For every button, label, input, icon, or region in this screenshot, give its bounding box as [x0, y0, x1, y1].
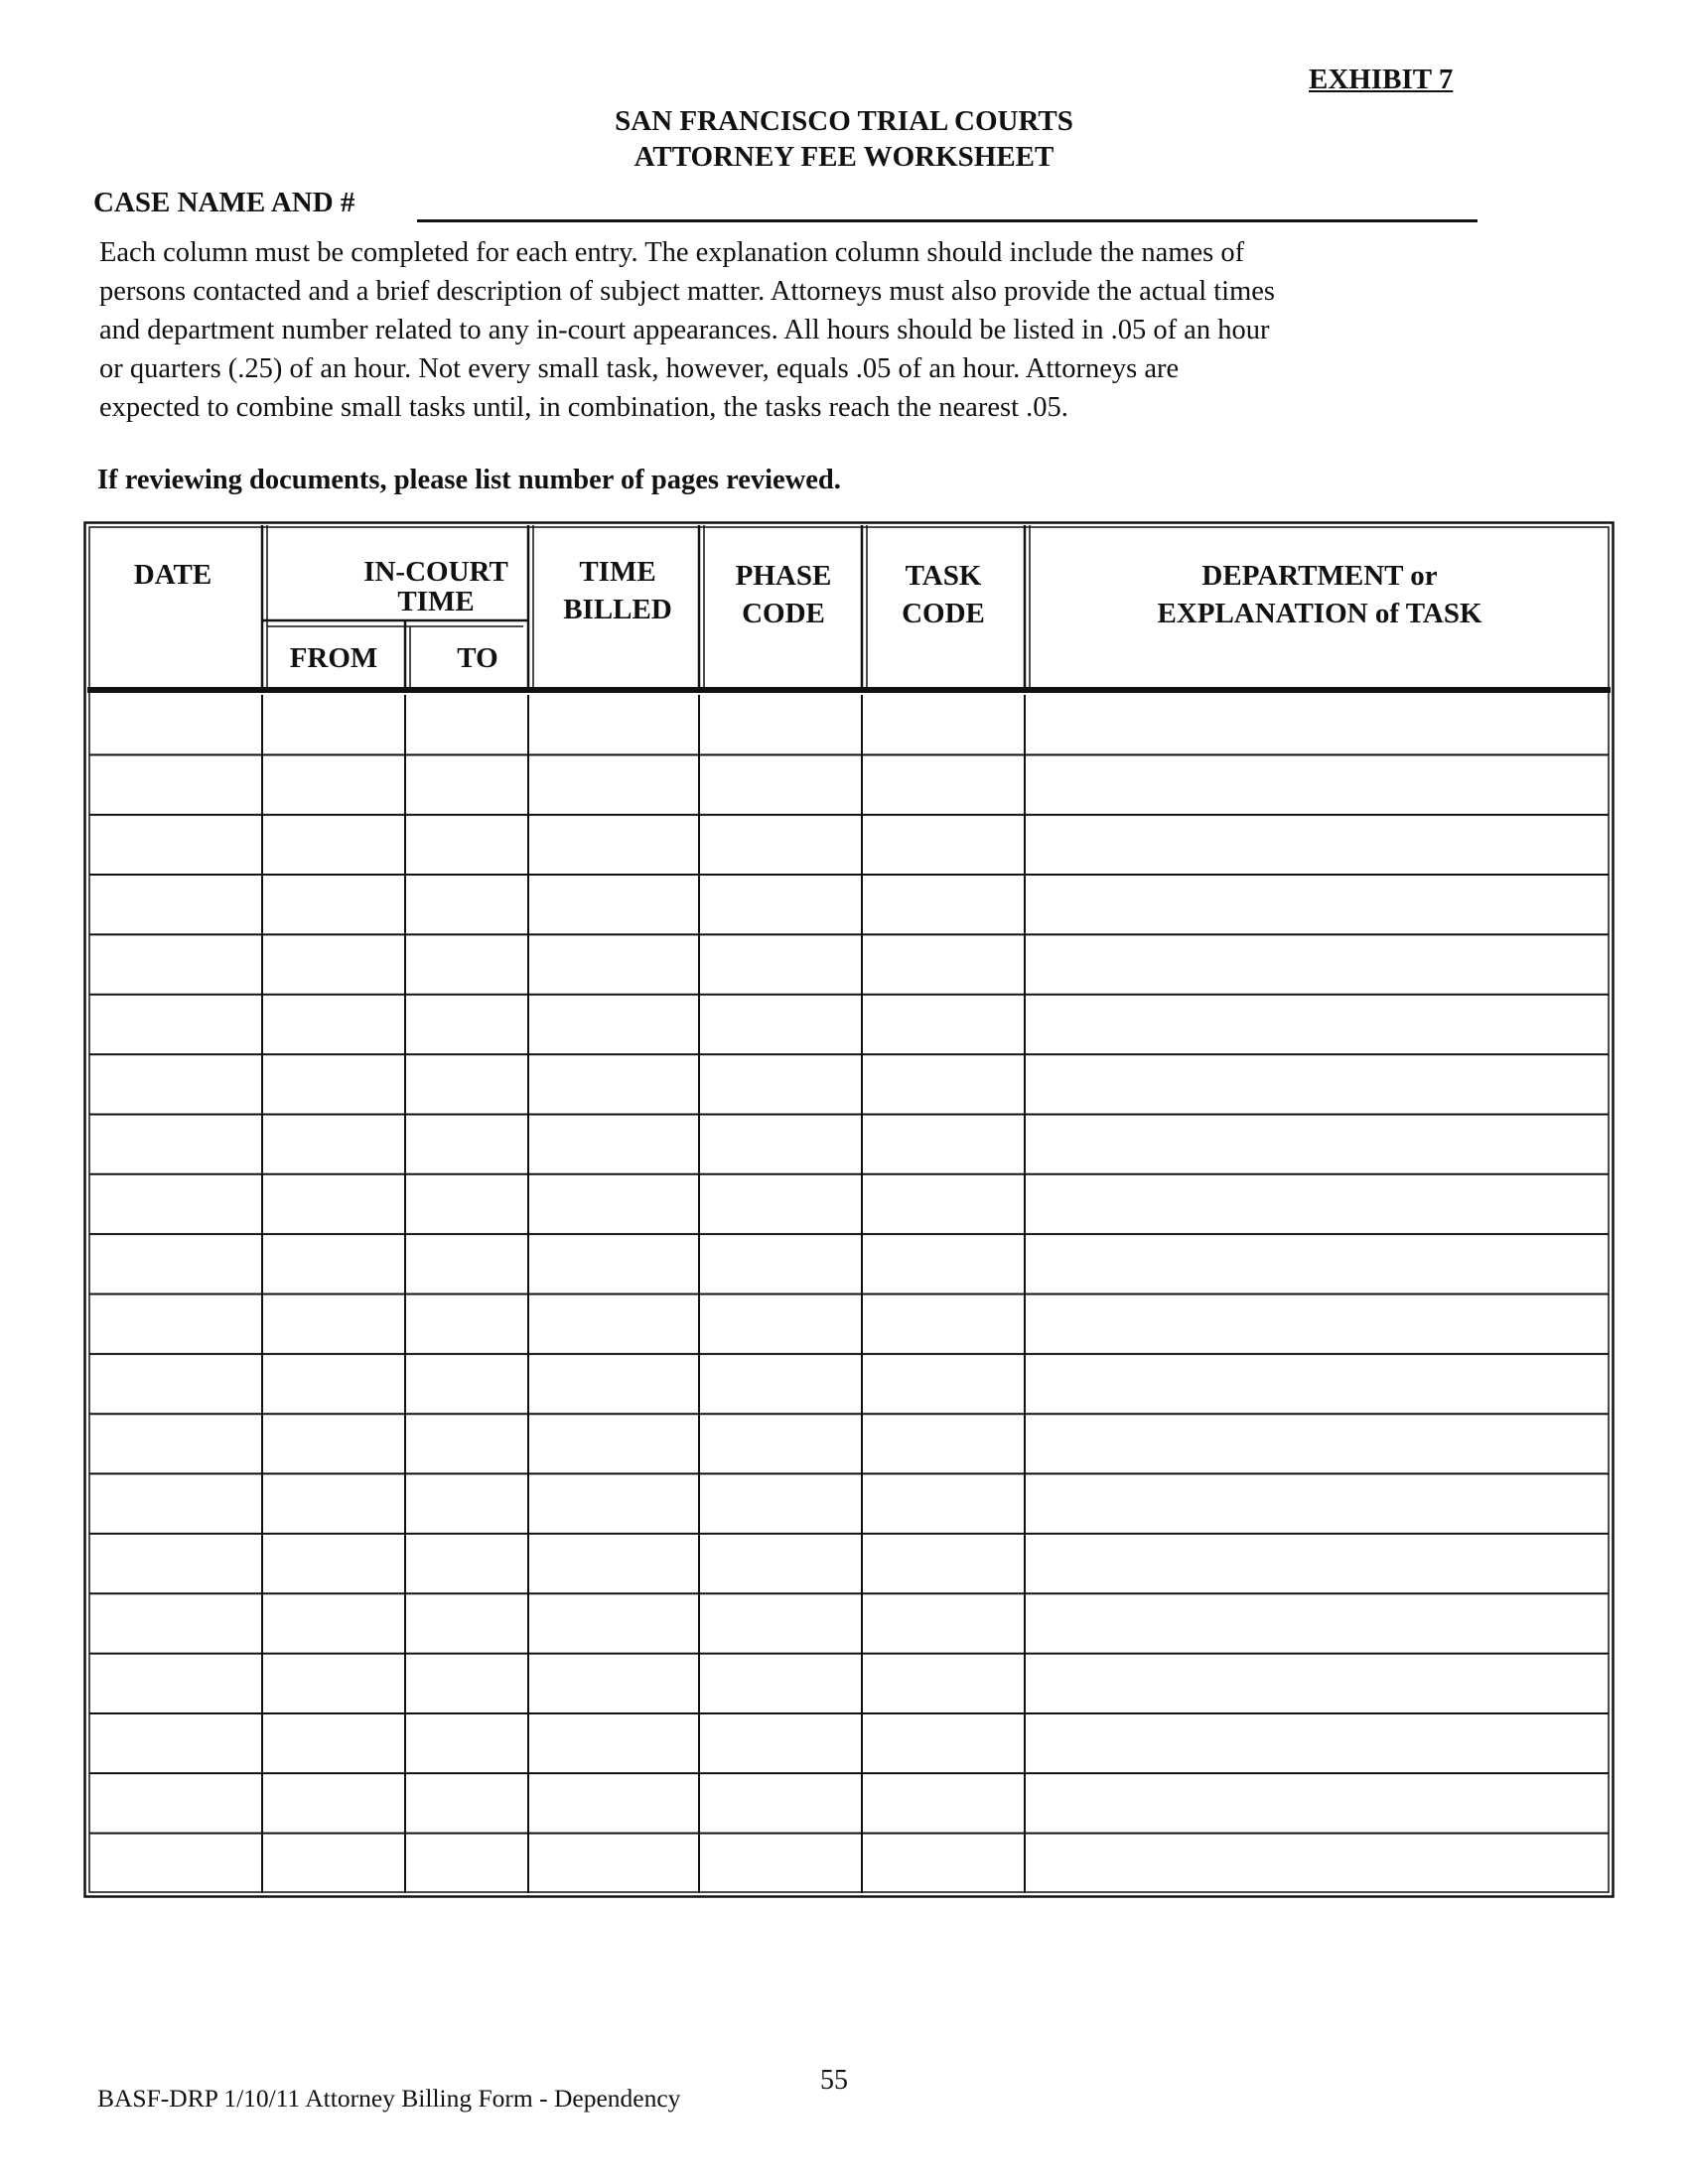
cell-from[interactable] — [265, 1775, 402, 1831]
cell-date[interactable] — [86, 1176, 259, 1232]
cell-time_billed[interactable] — [531, 1536, 696, 1591]
cell-department_explanation[interactable] — [1028, 877, 1612, 932]
cell-from[interactable] — [265, 1236, 402, 1292]
cell-to[interactable] — [408, 756, 525, 812]
cell-from[interactable] — [265, 1176, 402, 1232]
cell-time_billed[interactable] — [531, 756, 696, 812]
cell-date[interactable] — [86, 1297, 259, 1352]
cell-date[interactable] — [86, 817, 259, 873]
cell-to[interactable] — [408, 1176, 525, 1232]
cell-phase_code[interactable] — [702, 1476, 859, 1532]
cell-to[interactable] — [408, 817, 525, 873]
cell-date[interactable] — [86, 1836, 259, 1891]
cell-phase_code[interactable] — [702, 1656, 859, 1711]
cell-from[interactable] — [265, 1836, 402, 1891]
cell-task_code[interactable] — [865, 1356, 1022, 1412]
cell-phase_code[interactable] — [702, 1297, 859, 1352]
cell-date[interactable] — [86, 1356, 259, 1412]
cell-date[interactable] — [86, 1536, 259, 1591]
cell-date[interactable] — [86, 997, 259, 1052]
cell-time_billed[interactable] — [531, 697, 696, 752]
header-task-code-line2: CODE — [902, 598, 985, 629]
cell-department_explanation[interactable] — [1028, 936, 1612, 992]
cell-from[interactable] — [265, 1297, 402, 1352]
header-department-line2: EXPLANATION of TASK — [1157, 598, 1482, 629]
cell-task_code[interactable] — [865, 1476, 1022, 1532]
cell-department_explanation[interactable] — [1028, 1236, 1612, 1292]
cell-time_billed[interactable] — [531, 1176, 696, 1232]
cell-date[interactable] — [86, 1236, 259, 1292]
cell-task_code[interactable] — [865, 756, 1022, 812]
cell-time_billed[interactable] — [531, 1715, 696, 1771]
form-id-footer: BASF-DRP 1/10/11 Attorney Billing Form - Dependency — [97, 2084, 681, 2113]
header-phase-code-line1: PHASE — [735, 560, 832, 592]
cell-date[interactable] — [86, 756, 259, 812]
cell-department_explanation[interactable] — [1028, 997, 1612, 1052]
cell-phase_code[interactable] — [702, 997, 859, 1052]
cell-task_code[interactable] — [865, 997, 1022, 1052]
cell-from[interactable] — [265, 1416, 402, 1471]
cell-from[interactable] — [265, 997, 402, 1052]
cell-phase_code[interactable] — [702, 1416, 859, 1471]
cell-department_explanation[interactable] — [1028, 1656, 1612, 1711]
court-title: SAN FRANCISCO TRIAL COURTS — [615, 105, 1073, 137]
cell-to[interactable] — [408, 697, 525, 752]
cell-task_code[interactable] — [865, 1416, 1022, 1471]
header-time-billed — [530, 553, 705, 628]
cell-from[interactable] — [265, 877, 402, 932]
cell-from[interactable] — [265, 1056, 402, 1112]
cell-task_code[interactable] — [865, 1595, 1022, 1651]
cell-department_explanation[interactable] — [1028, 1715, 1612, 1771]
cell-department_explanation[interactable] — [1028, 1836, 1612, 1891]
cell-department_explanation[interactable] — [1028, 1775, 1612, 1831]
cell-time_billed[interactable] — [531, 1836, 696, 1891]
instruction-line: persons contacted and a brief description of subject matter. Attorneys must also provide the actual times — [99, 276, 1276, 307]
cell-from[interactable] — [265, 1116, 402, 1171]
reviewing-note: If reviewing documents, please list number of pages reviewed. — [97, 465, 841, 495]
cell-from[interactable] — [265, 1476, 402, 1532]
header-in-court-line2: TIME — [397, 586, 475, 617]
cell-task_code[interactable] — [865, 877, 1022, 932]
cell-task_code[interactable] — [865, 1056, 1022, 1112]
instruction-line: and department number related to any in-court appearances. All hours should be listed in .05 of an hour — [99, 315, 1270, 345]
cell-time_billed[interactable] — [531, 1356, 696, 1412]
case-name-field[interactable] — [417, 219, 1477, 222]
cell-task_code[interactable] — [865, 1536, 1022, 1591]
header-phase-code — [701, 557, 866, 632]
instructions-paragraph — [99, 233, 1489, 427]
header-time-billed-line2: BILLED — [563, 594, 672, 625]
cell-date[interactable] — [86, 697, 259, 752]
exhibit-label: EXHIBIT 7 — [1309, 64, 1454, 95]
cell-task_code[interactable] — [865, 1236, 1022, 1292]
cell-to[interactable] — [408, 1416, 525, 1471]
header-phase-code-line2: CODE — [742, 598, 825, 629]
cell-date[interactable] — [86, 877, 259, 932]
cell-phase_code[interactable] — [702, 1595, 859, 1651]
cell-to[interactable] — [408, 1775, 525, 1831]
cell-time_billed[interactable] — [531, 1656, 696, 1711]
header-in-court-line1: IN-COURT — [363, 556, 508, 588]
cell-from[interactable] — [265, 817, 402, 873]
cell-phase_code[interactable] — [702, 1536, 859, 1591]
header-department-line1: DEPARTMENT or — [1201, 560, 1438, 592]
cell-phase_code[interactable] — [702, 877, 859, 932]
cell-task_code[interactable] — [865, 817, 1022, 873]
cell-time_billed[interactable] — [531, 1116, 696, 1171]
header-department-explanation — [1025, 557, 1615, 632]
cell-time_billed[interactable] — [531, 1595, 696, 1651]
page-number: 55 — [820, 2065, 848, 2096]
cell-department_explanation[interactable] — [1028, 1056, 1612, 1112]
cell-to[interactable] — [408, 1656, 525, 1711]
cell-date[interactable] — [86, 1775, 259, 1831]
cell-department_explanation[interactable] — [1028, 1356, 1612, 1412]
worksheet-title: ATTORNEY FEE WORKSHEET — [633, 141, 1055, 173]
header-from: FROM — [289, 642, 378, 674]
cell-from[interactable] — [265, 1536, 402, 1591]
cell-department_explanation[interactable] — [1028, 1116, 1612, 1171]
cell-date[interactable] — [86, 1056, 259, 1112]
cell-department_explanation[interactable] — [1028, 756, 1612, 812]
cell-time_billed[interactable] — [531, 1056, 696, 1112]
cell-time_billed[interactable] — [531, 1476, 696, 1532]
cell-date[interactable] — [86, 936, 259, 992]
cell-date[interactable] — [86, 1416, 259, 1471]
cell-department_explanation[interactable] — [1028, 1536, 1612, 1591]
cell-to[interactable] — [408, 1116, 525, 1171]
cell-task_code[interactable] — [865, 697, 1022, 752]
header-date: DATE — [133, 559, 212, 591]
instruction-line: expected to combine small tasks until, in combination, the tasks reach the nearest .05. — [99, 392, 1068, 423]
header-task-code-line1: TASK — [905, 560, 982, 592]
cell-phase_code[interactable] — [702, 817, 859, 873]
cell-phase_code[interactable] — [702, 1176, 859, 1232]
cell-to[interactable] — [408, 1536, 525, 1591]
cell-to[interactable] — [408, 1715, 525, 1771]
cell-phase_code[interactable] — [702, 1715, 859, 1771]
cell-task_code[interactable] — [865, 1715, 1022, 1771]
cell-date[interactable] — [86, 1595, 259, 1651]
cell-date[interactable] — [86, 1116, 259, 1171]
cell-date[interactable] — [86, 1656, 259, 1711]
cell-task_code[interactable] — [865, 1116, 1022, 1171]
cell-department_explanation[interactable] — [1028, 1416, 1612, 1471]
cell-date[interactable] — [86, 1476, 259, 1532]
cell-to[interactable] — [408, 1476, 525, 1532]
cell-phase_code[interactable] — [702, 1356, 859, 1412]
cell-phase_code[interactable] — [702, 697, 859, 752]
cell-phase_code[interactable] — [702, 1836, 859, 1891]
cell-department_explanation[interactable] — [1028, 1476, 1612, 1532]
cell-to[interactable] — [408, 997, 525, 1052]
cell-department_explanation[interactable] — [1028, 1297, 1612, 1352]
cell-from[interactable] — [265, 1656, 402, 1711]
case-name-label: CASE NAME AND # — [93, 187, 355, 218]
cell-department_explanation[interactable] — [1028, 1595, 1612, 1651]
cell-time_billed[interactable] — [531, 877, 696, 932]
cell-to[interactable] — [408, 1297, 525, 1352]
cell-phase_code[interactable] — [702, 756, 859, 812]
header-to: TO — [457, 642, 498, 674]
cell-to[interactable] — [408, 1356, 525, 1412]
cell-phase_code[interactable] — [702, 1116, 859, 1171]
cell-to[interactable] — [408, 1836, 525, 1891]
cell-task_code[interactable] — [865, 1176, 1022, 1232]
cell-task_code[interactable] — [865, 1656, 1022, 1711]
instruction-line: Each column must be completed for each entry. The explanation column should include the names of — [99, 237, 1245, 268]
cell-date[interactable] — [86, 1715, 259, 1771]
cell-to[interactable] — [408, 1056, 525, 1112]
cell-task_code[interactable] — [865, 1775, 1022, 1831]
cell-phase_code[interactable] — [702, 936, 859, 992]
cell-time_billed[interactable] — [531, 1236, 696, 1292]
instruction-line: or quarters (.25) of an hour. Not every small task, however, equals .05 of an hour. Attorneys are — [99, 353, 1180, 384]
cell-phase_code[interactable] — [702, 1775, 859, 1831]
cell-department_explanation[interactable] — [1028, 1176, 1612, 1232]
cell-task_code[interactable] — [865, 1836, 1022, 1891]
cell-time_billed[interactable] — [531, 1416, 696, 1471]
cell-to[interactable] — [408, 1236, 525, 1292]
cell-time_billed[interactable] — [531, 1297, 696, 1352]
header-task-code — [862, 557, 1025, 632]
cell-phase_code[interactable] — [702, 1236, 859, 1292]
cell-from[interactable] — [265, 697, 402, 752]
cell-phase_code[interactable] — [702, 1056, 859, 1112]
cell-from[interactable] — [265, 1356, 402, 1412]
cell-time_billed[interactable] — [531, 817, 696, 873]
cell-to[interactable] — [408, 936, 525, 992]
fee-worksheet-table — [83, 521, 1615, 1898]
cell-time_billed[interactable] — [531, 997, 696, 1052]
cell-from[interactable] — [265, 1715, 402, 1771]
cell-task_code[interactable] — [865, 1297, 1022, 1352]
cell-from[interactable] — [265, 756, 402, 812]
cell-time_billed[interactable] — [531, 936, 696, 992]
cell-from[interactable] — [265, 1595, 402, 1651]
cell-to[interactable] — [408, 1595, 525, 1651]
header-time-billed-line1: TIME — [579, 556, 656, 588]
cell-department_explanation[interactable] — [1028, 817, 1612, 873]
cell-time_billed[interactable] — [531, 1775, 696, 1831]
cell-from[interactable] — [265, 936, 402, 992]
cell-department_explanation[interactable] — [1028, 697, 1612, 752]
cell-task_code[interactable] — [865, 936, 1022, 992]
cell-to[interactable] — [408, 877, 525, 932]
